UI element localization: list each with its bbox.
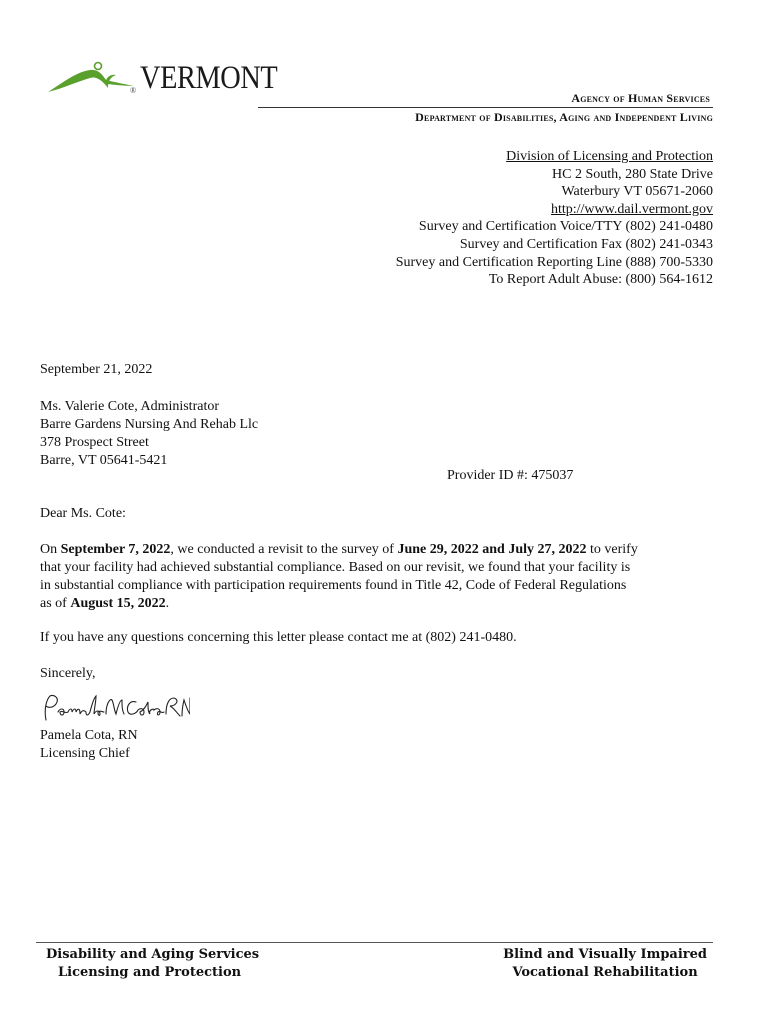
department-name: Department of Disabilities, Aging and Independent Living bbox=[415, 110, 713, 124]
survey-dates: June 29, 2022 and July 27, 2022 bbox=[397, 542, 587, 557]
footer-left-line-1: Disability and Aging Services bbox=[46, 947, 260, 962]
logo-wordmark: VERMONT bbox=[140, 60, 278, 96]
paragraph-line: that your facility had achieved substantial compliance. Based on our revisit, we found that your facility is bbox=[40, 560, 631, 575]
revisit-date: September 7, 2022 bbox=[60, 542, 171, 557]
text-run: as of bbox=[40, 596, 71, 611]
reporting-line: Survey and Certification Reporting Line (888) 700-5330 bbox=[395, 254, 713, 270]
footer-left-line-2: Licensing and Protection bbox=[58, 965, 242, 980]
footer-right-line-1: Blind and Visually Impaired bbox=[503, 947, 707, 962]
text-run: On bbox=[40, 542, 61, 557]
paragraph-compliance bbox=[40, 541, 690, 613]
signer-name: Pamela Cota, RN bbox=[40, 728, 138, 743]
paragraph-line: in substantial compliance with participation requirements found in Title 42, Code of Federal Regulations bbox=[40, 578, 627, 593]
signer-block bbox=[40, 727, 138, 763]
signer-title: Licensing Chief bbox=[40, 746, 130, 761]
footer-divider bbox=[36, 942, 713, 943]
closing: Sincerely, bbox=[40, 666, 96, 681]
fax-line: Survey and Certification Fax (802) 241-0343 bbox=[459, 236, 713, 252]
division-name: Division of Licensing and Protection bbox=[506, 149, 713, 164]
text-run: to verify bbox=[586, 542, 638, 557]
salutation: Dear Ms. Cote: bbox=[40, 506, 126, 521]
recipient-address bbox=[40, 398, 258, 470]
footer-left bbox=[46, 946, 259, 982]
text-run: . bbox=[165, 596, 170, 611]
footer-right-line-2: Vocational Rehabilitation bbox=[512, 965, 698, 980]
compliance-date: August 15, 2022 bbox=[70, 596, 166, 611]
website-link[interactable]: http://www.dail.vermont.gov bbox=[550, 201, 713, 217]
handwritten-signature bbox=[40, 692, 190, 726]
voice-line: Survey and Certification Voice/TTY (802) 241-0480 bbox=[418, 219, 713, 235]
text-run: , we conducted a revisit to the survey of bbox=[170, 542, 398, 557]
address-line-1: HC 2 South, 280 State Drive bbox=[552, 166, 713, 182]
recipient-org: Barre Gardens Nursing And Rehab Llc bbox=[40, 417, 259, 432]
mountain-logo-icon bbox=[46, 60, 138, 96]
paragraph-line bbox=[40, 541, 690, 559]
paragraph-contact: If you have any questions concerning this letter please contact me at (802) 241-0480. bbox=[40, 630, 517, 645]
abuse-line: To Report Adult Abuse: (800) 564-1612 bbox=[488, 272, 713, 288]
footer-right bbox=[503, 946, 707, 982]
letter-date: September 21, 2022 bbox=[40, 362, 153, 377]
recipient-city: Barre, VT 05641-5421 bbox=[40, 453, 168, 468]
registered-mark: ® bbox=[130, 86, 137, 95]
vermont-logo bbox=[46, 60, 286, 100]
recipient-street: 378 Prospect Street bbox=[40, 435, 149, 450]
address-line-2: Waterbury VT 05671-2060 bbox=[561, 184, 713, 200]
paragraph-line bbox=[40, 595, 690, 613]
agency-name: Agency of Human Services bbox=[571, 91, 710, 105]
contact-block bbox=[396, 148, 713, 289]
provider-id: Provider ID #: 475037 bbox=[447, 468, 574, 483]
header-divider bbox=[258, 107, 713, 108]
recipient-name: Ms. Valerie Cote, Administrator bbox=[40, 399, 219, 414]
